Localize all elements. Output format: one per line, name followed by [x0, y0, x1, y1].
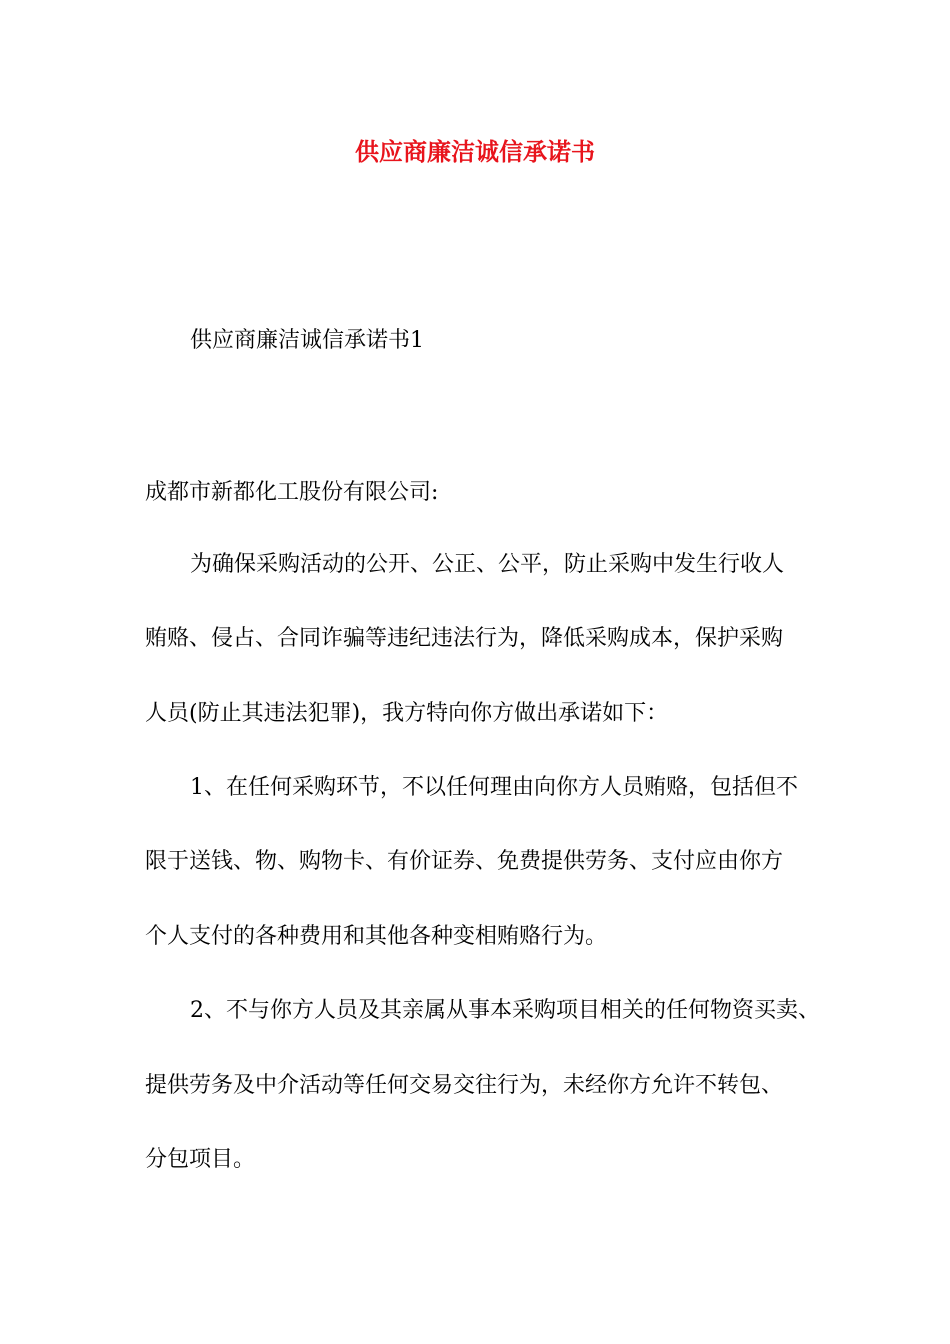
paragraph-1-line-2: 贿赂、侵占、合同诈骗等违纪违法行为，降低采购成本，保护采购	[145, 626, 784, 651]
paragraph-3-line-1: 2、不与你方人员及其亲属从事本采购项目相关的任何物资买卖、	[190, 998, 820, 1023]
paragraph-2-line-3: 个人支付的各种费用和其他各种变相贿赂行为。	[145, 924, 608, 949]
paragraph-3-line-2: 提供劳务及中介活动等任何交易交往行为，未经你方允许不转包、	[145, 1073, 784, 1098]
paragraph-2-line-1: 1、在任何采购环节，不以任何理由向你方人员贿赂，包括但不	[190, 775, 798, 800]
paragraph-3-line-3: 分包项目。	[145, 1147, 256, 1172]
addressee: 成都市新都化工股份有限公司:	[145, 480, 439, 505]
paragraph-1-line-1: 为确保采购活动的公开、公正、公平，防止采购中发生行收人	[190, 552, 785, 577]
document-subtitle: 供应商廉洁诚信承诺书1	[190, 328, 424, 353]
document-title: 供应商廉洁诚信承诺书	[355, 137, 595, 166]
paragraph-1-line-3: 人员(防止其违法犯罪)，我方特向你方做出承诺如下：	[145, 701, 669, 726]
paragraph-2-line-2: 限于送钱、物、购物卡、有价证券、免费提供劳务、支付应由你方	[145, 849, 784, 874]
